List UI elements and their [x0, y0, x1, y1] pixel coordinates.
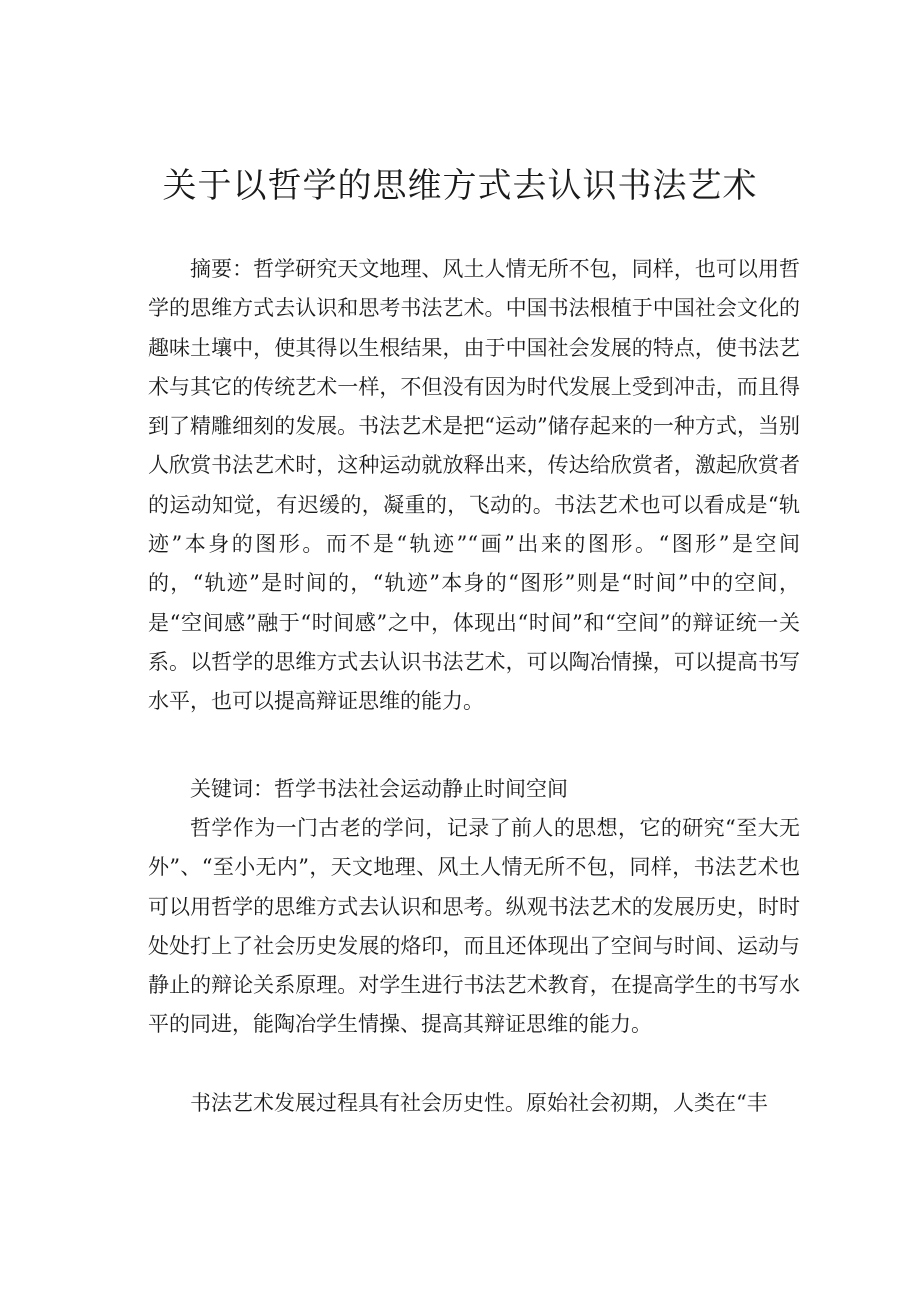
keywords-line: 关键词：哲学书法社会运动静止时间空间 — [190, 777, 568, 801]
body-paragraph-1: 哲学作为一门古老的学问，记录了前人的思想，它的研究“至大无外”、“至小无内”，天文地理、风土人情无所不包，同样，书法艺术也可以用哲学的思维方式去认识和思考。纵观书法艺术的发展历史，时时处处打上了社会历史发展的烙印，而且还体现出了空间与时间、运动与静止的辩论关系原理。对学生进行书法艺术教育，在提高学生的书写水平的同进，能陶冶学生情操、提高其辩证思维的能力。 — [148, 816, 800, 1037]
body-paragraph-2: 书法艺术发展过程具有社会历史性。原始社会初期，人类在“丰 — [190, 1091, 768, 1115]
document-title: 关于以哲学的思维方式去认识书法艺术 — [162, 166, 758, 206]
abstract-paragraph: 摘要：哲学研究天文地理、风土人情无所不包，同样，也可以用哲学的思维方式去认识和思考书法艺术。中国书法根植于中国社会文化的趣味土壤中，使其得以生根结果，由于中国社会发展的特点，使书法艺术与其它的传统艺术一样，不但没有因为时代发展上受到冲击，而且得到了精雕细刻的发展。书法艺术是把“运动”储存起来的一种方式，当别人欣赏书法艺术时，这种运动就放释出来，传达给欣赏者，激起欣赏者的运动知觉，有迟缓的，凝重的，飞动的。书法艺术也可以看成是“轨迹”本身的图形。而不是“轨迹”“画”出来的图形。“图形”是空间的，“轨迹”是时间的，“轨迹”本身的“图形”则是“时间”中的空间，是“空间感”融于“时间感”之中，体现出“时间”和“空间”的辩证统一关系。以哲学的思维方式去认识书法艺术，可以陶冶情操，可以提高书写水平，也可以提高辩证思维的能力。 — [148, 257, 800, 714]
